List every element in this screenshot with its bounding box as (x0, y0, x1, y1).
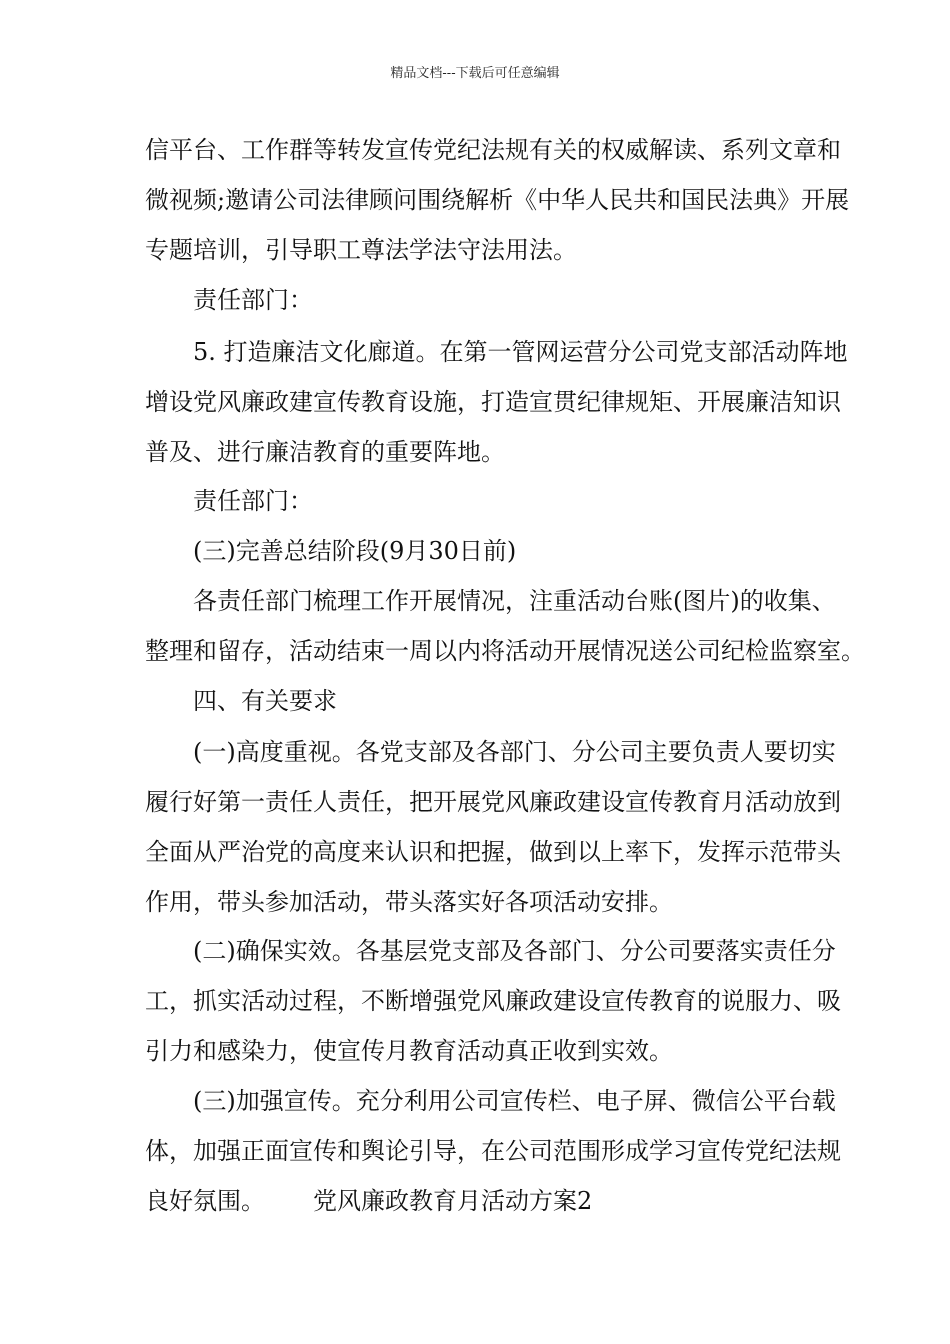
body-line: 普及、进行廉洁教育的重要阵地。 (145, 438, 505, 466)
body-line: 体，加强正面宣传和舆论引导，在公司范围形成学习宣传党纪法规 (145, 1137, 841, 1165)
body-line: 各责任部门梳理工作开展情况，注重活动台账(图片)的收集、 (193, 587, 836, 615)
body-line: 微视频;邀请公司法律顾问围绕解析《中华人民共和国民法典》开展 (145, 186, 850, 214)
page-header: 精品文档---下载后可任意编辑 (390, 66, 560, 81)
body-line: 引力和感染力，使宣传月教育活动真正收到实效。 (145, 1037, 673, 1065)
body-line: (三)加强宣传。充分利用公司宣传栏、电子屏、微信公平台载 (193, 1087, 836, 1115)
responsible-dept-label: 责任部门： (193, 487, 313, 515)
body-line: 信平台、工作群等转发宣传党纪法规有关的权威解读、系列文章和 (145, 136, 841, 164)
body-line: 整理和留存，活动结束一周以内将活动开展情况送公司纪检监察室。 (145, 637, 865, 665)
body-line: 履行好第一责任人责任，把开展党风廉政建设宣传教育月活动放到 (145, 788, 841, 816)
body-line: (一)高度重视。各党支部及各部门、分公司主要负责人要切实 (193, 738, 836, 766)
body-line: 工，抓实活动过程，不断增强党风廉政建设宣传教育的说服力、吸 (145, 987, 841, 1015)
body-line: 增设党风廉政建宣传教育设施，打造宣贯纪律规矩、开展廉洁知识 (145, 388, 841, 416)
body-line: 良好氛围。 (145, 1187, 265, 1215)
section-heading: (三)完善总结阶段(9月30日前) (193, 537, 517, 565)
body-line: (二)确保实效。各基层党支部及各部门、分公司要落实责任分 (193, 937, 836, 965)
body-line: 专题培训，引导职工尊法学法守法用法。 (145, 236, 577, 264)
body-line: 作用，带头参加活动，带头落实好各项活动安排。 (145, 888, 673, 916)
next-document-title: 党风廉政教育月活动方案2 (313, 1187, 593, 1215)
section-heading: 四、有关要求 (193, 687, 337, 715)
body-line: 5. 打造廉洁文化廊道。在第一管网运营分公司党支部活动阵地 (193, 338, 848, 366)
responsible-dept-label: 责任部门： (193, 286, 313, 314)
body-line: 全面从严治党的高度来认识和把握，做到以上率下，发挥示范带头 (145, 838, 841, 866)
body-line-with-title (145, 1186, 592, 1216)
